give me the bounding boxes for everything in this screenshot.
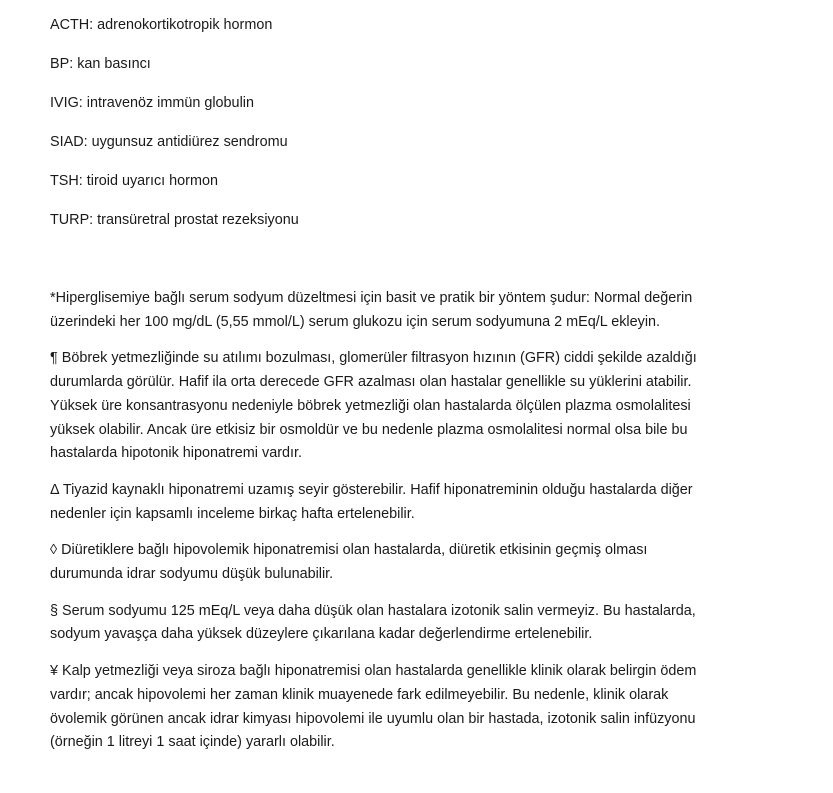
footnote-diuretic: [50, 539, 790, 586]
footnote-hyperglycemia: [50, 287, 790, 334]
footnotes-section: [50, 287, 790, 768]
abbreviation-item: TURP: transüretral prostat rezeksiyonu: [50, 212, 299, 228]
abbreviation-item: TSH: tiroid uyarıcı hormon: [50, 173, 218, 189]
abbreviation-item: IVIG: intravenöz immün globulin: [50, 95, 254, 111]
footnote-line: vardır; ancak hipovolemi her zaman klinik muayenede fark edilmeyebilir. Bu nedenle, klinik olarak: [50, 686, 669, 703]
footnote-line: hastalarda hipotonik hiponatremi vardır.: [50, 445, 302, 462]
footnote-thiazide: [50, 479, 790, 526]
footnote-line: ¶ Böbrek yetmezliğinde su atılımı bozulması, glomerüler filtrasyon hızının (GFR) ciddi şekilde azaldığı: [50, 350, 697, 367]
footnote-line: § Serum sodyumu 125 mEq/L veya daha düşük olan hastalara izotonik salin vermeyiz. Bu hastalarda,: [50, 602, 696, 619]
footnote-line: sodyum yavaşça daha yüksek düzeylere çıkarılana kadar değerlendirme ertelenebilir.: [50, 626, 593, 643]
abbreviation-item: ACTH: adrenokortikotropik hormon: [50, 17, 273, 33]
footnote-line: nedenler için kapsamlı inceleme birkaç hafta ertelenebilir.: [50, 505, 415, 522]
abbreviation-item: SIAD: uygunsuz antidiürez sendromu: [50, 134, 288, 150]
footnote-line: durumlarda görülür. Hafif ila orta derecede GFR azalması olan hastalar genellikle su yüklerini atabilir.: [50, 374, 692, 391]
footnote-heart-failure: [50, 660, 790, 755]
footnote-line: yüksek olabilir. Ancak üre etkisiz bir osmoldür ve bu nedenle plazma osmolalitesi normal olsa bile bu: [50, 421, 688, 438]
footnote-line: övolemik görünen ancak idrar kimyası hipovolemi ile uyumlu olan bir hastada, izotonik salin infüzyonu: [50, 710, 696, 727]
abbreviation-list: [50, 15, 299, 249]
footnote-line: Δ Tiyazid kaynaklı hiponatremi uzamış seyir gösterebilir. Hafif hiponatreminin olduğu hastalarda diğer: [50, 481, 693, 498]
footnote-line: ◊ Diüretiklere bağlı hipovolemik hiponatremisi olan hastalarda, diüretik etkisinin geçmiş olması: [50, 542, 648, 559]
footnote-line: durumunda idrar sodyumu düşük bulunabilir.: [50, 566, 334, 583]
footnote-line: üzerindeki her 100 mg/dL (5,55 mmol/L) serum glukozu için serum sodyumuna 2 mEq/L ekleyin.: [50, 313, 661, 330]
footnote-line: (örneğin 1 litreyi 1 saat içinde) yararlı olabilir.: [50, 734, 335, 751]
footnote-line: Yüksek üre konsantrasyonu nedeniyle böbrek yetmezliği olan hastalarda ölçülen plazma osmolalitesi: [50, 397, 691, 414]
footnote-renal-failure: [50, 347, 790, 466]
footnote-line: ¥ Kalp yetmezliği veya siroza bağlı hiponatremisi olan hastalarda genellikle klinik olarak belirgin ödem: [50, 663, 697, 680]
footnote-isotonic-saline: [50, 600, 790, 647]
footnote-line: *Hiperglisemiye bağlı serum sodyum düzeltmesi için basit ve pratik bir yöntem şudur: Normal değerin: [50, 290, 693, 306]
abbreviation-item: BP: kan basıncı: [50, 56, 151, 72]
